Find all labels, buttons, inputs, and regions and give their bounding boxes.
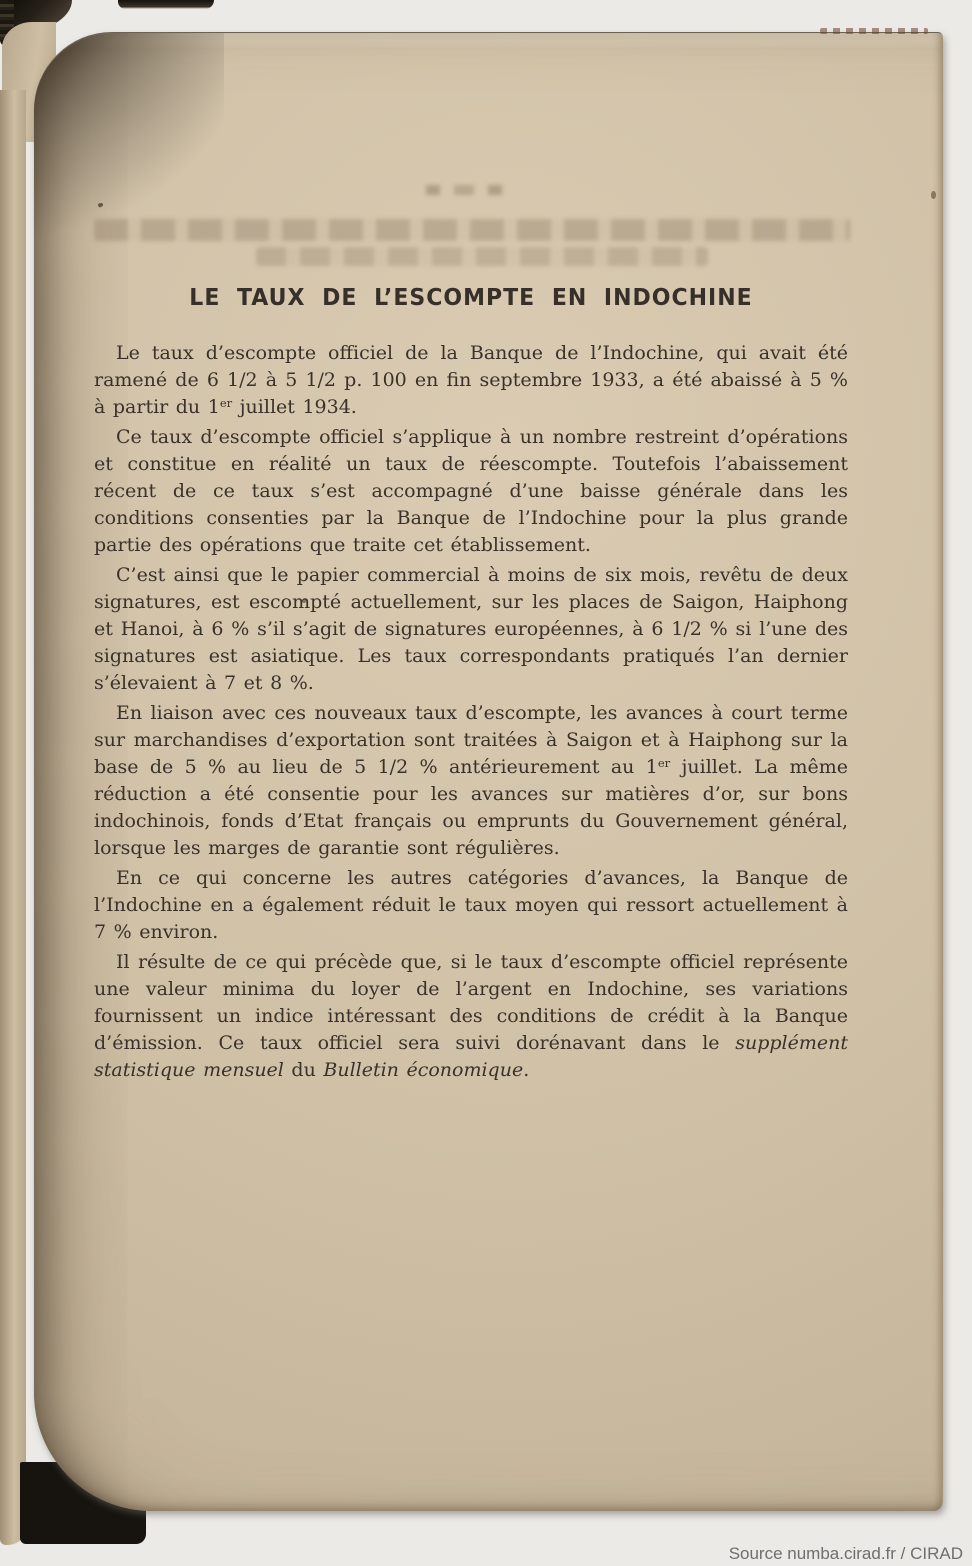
italic-text: supplément statistique mensuel [94,1032,848,1081]
gutter-shadow [34,33,224,263]
printed-content [94,285,848,1084]
showthrough-text-line [256,247,708,266]
article-paragraphs [94,340,848,1084]
article-title: LE TAUX DE L’ESCOMPTE EN INDOCHINE [189,285,753,312]
book-top-edge [118,0,214,9]
paragraph-text: En ce qui concerne les autres catégories d’avances, la Banque de l’Indochine en a également réduit le taux moyen qui ressort actuellement à 7 % environ. [94,867,848,943]
source-attribution: Source numba.cirad.fr / CIRAD [728,1544,963,1563]
page-edge-marks [820,28,928,34]
paper-speck [931,191,936,199]
showthrough-page-number [426,185,502,195]
paragraph-text: C’est ainsi que le papier commercial à moins de six mois, revêtu de deux signatures, est escompté actuellement, sur les places de Saigon, Haiphong et Hanoi, à 6 % s’il s’agit de signatures européennes, à 6 1/2 % si l’une des signatures est asiatique. Les taux correspondants pratiqués l’an dernier s’élevaient à 7 et 8 %. [94,564,848,694]
superscript-text: er [219,396,233,410]
paragraph [94,949,848,1084]
paragraph [94,865,848,946]
italic-text: Bulletin économique [323,1059,524,1081]
paragraph-text: Il résulte de ce qui précède que, si le taux d’escompte officiel représente une valeur minima du loyer de l’argent en Indochine, ses variations fournissent un indice intéressant des conditions de crédit à la Banque d’émission. Ce taux officiel sera suivi dorénavant dans le [94,951,848,1054]
paragraph-text: . [523,1059,530,1081]
paragraph-text: Le taux d’escompte officiel de la Banque de l’Indochine, qui avait été ramené de 6 1/2 à 5 1/2 p. 100 en fin septembre 1933, a été abaissé à 5 % à partir du 1 [94,342,848,418]
underlying-page-edge [0,90,26,1545]
paragraph-text: juillet. La même réduction a été consentie pour les avances sur matières d’or, sur bons indochinois, fonds d’Etat français ou emprunts du Gouvernement général, lorsque les marges de garantie sont régulières. [94,756,848,859]
paragraph [94,424,848,559]
paragraph-text: du [283,1059,324,1081]
paragraph-text: juillet 1934. [232,396,357,418]
paragraph [94,340,848,421]
paragraph [94,562,848,697]
paragraph [94,700,848,862]
paragraph-text: Ce taux d’escompte officiel s’applique à un nombre restreint d’opérations et constitue en réalité un taux de réescompte. Toutefois l’abaissement récent de ce taux s’est accompagné d’une baisse générale dans les conditions consenties par la Banque de l’Indochine pour la plus grande partie des opérations que traite cet établissement. [94,426,848,556]
paragraph-text: En liaison avec ces nouveaux taux d’escompte, les avances à court terme sur marchandises d’exportation sont traitées à Saigon et à Haiphong sur la base de 5 % au lieu de 5 1/2 % antérieurement au 1 [94,702,848,778]
superscript-text: er [657,756,671,770]
page-paper [34,32,943,1511]
